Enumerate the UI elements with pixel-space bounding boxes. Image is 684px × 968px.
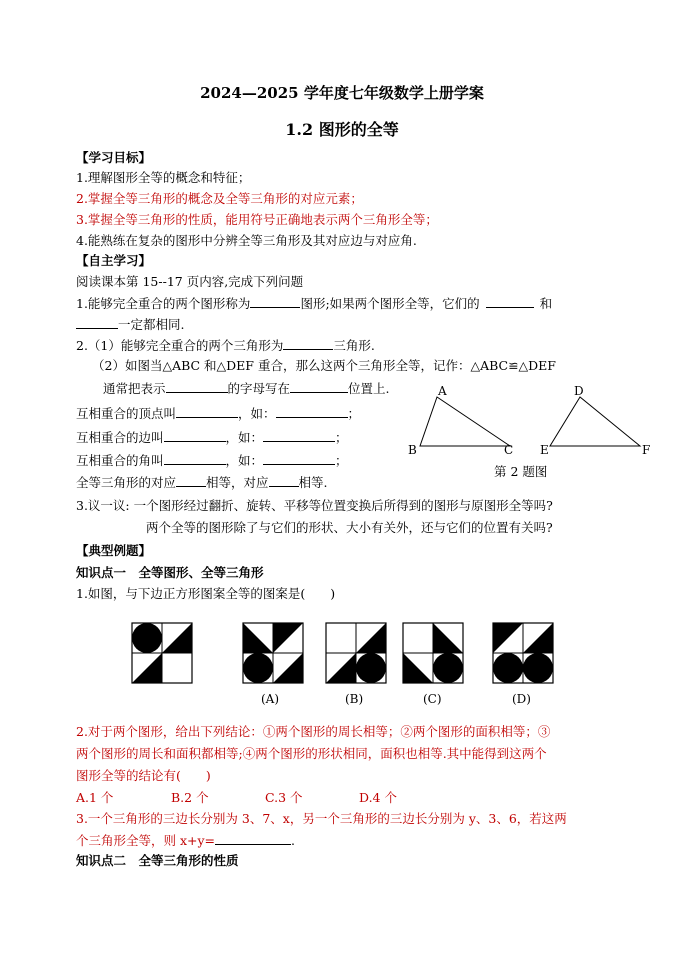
knowledge-point-2: 知识点二 全等三角形的性质 xyxy=(76,853,239,868)
vertex-text-b: ，如： xyxy=(238,406,276,421)
option-a-pattern xyxy=(243,623,303,683)
vertex-label-b: B xyxy=(408,443,417,457)
q2-1-text-b: 三角形. xyxy=(333,338,375,353)
goal-item-1: 1.理解图形全等的概念和特征； xyxy=(76,170,251,185)
prop-text-a: 全等三角形的对应 xyxy=(76,475,177,490)
lesson-title: 1.2 图形的全等 xyxy=(285,120,399,139)
figure-caption: 第 2 题图 xyxy=(494,464,548,479)
example-2-choice-b: B.2 个 xyxy=(171,790,209,805)
vertex-label-c: C xyxy=(504,443,514,457)
q2-3-text-c: 位置上. xyxy=(348,381,390,396)
angle-text-a: 互相重合的角叫 xyxy=(76,453,164,468)
option-b-pattern xyxy=(326,623,386,683)
blank[interactable] xyxy=(215,832,291,845)
goals-heading: 【学习目标】 xyxy=(76,150,152,165)
option-c-label: (C) xyxy=(423,692,442,706)
option-b-label: (B) xyxy=(345,692,364,706)
side-text-b: ，如： xyxy=(225,430,264,445)
question-2-part-2: （2）如图当△ABC 和△DEF 重合，那么这两个三角形全等，记作：△ABC≌△DEF xyxy=(92,358,556,373)
q2-1-text-a: 2.（1）能够完全重合的两个三角形为 xyxy=(76,338,284,353)
example-3-line-2 xyxy=(76,832,295,849)
angle-text-b: ，如： xyxy=(225,453,264,468)
example-3-line-1: 3.一个三角形的三边长分别为 3、7、x，另一个三角形的三边长分别为 y、3、6，若这两 xyxy=(76,811,567,826)
question-3-line-2: 两个全等的图形除了与它们的形状、大小有关外，还与它们的位置有关吗? xyxy=(146,520,553,535)
q1-text-b: 图形;如果两个图形全等，它们的 xyxy=(300,296,480,311)
example-2-choice-d: D.4 个 xyxy=(359,790,397,805)
goal-item-3: 3.掌握全等三角形的性质，能用符号正确地表示两个三角形全等； xyxy=(76,212,438,227)
q2-3-text-b: 的字母写在 xyxy=(227,381,291,396)
ex3-end: . xyxy=(291,833,296,848)
vertex-text-c: ； xyxy=(347,406,361,421)
vertex-label-a: A xyxy=(438,384,447,398)
prop-text-c: 相等. xyxy=(298,475,328,490)
triangle-def xyxy=(550,397,640,446)
worksheet-title: 2024—2025 学年度七年级数学上册学案 xyxy=(200,84,484,102)
option-a-label: (A) xyxy=(261,692,280,706)
angle-text-c: ； xyxy=(335,453,348,468)
q1-text-c: 和 xyxy=(539,296,553,311)
q2-3-text-a: 通常把表示 xyxy=(103,381,166,396)
example-2-line-2: 两个图形的周长和面积都相等;④两个图形的形状相同，面积也相等.其中能得到这两个 xyxy=(76,746,547,761)
goal-item-2: 2.掌握全等三角形的概念及全等三角形的对应元素； xyxy=(76,191,363,206)
option-c-pattern xyxy=(403,623,463,683)
original-square-pattern xyxy=(132,623,192,683)
example-1-question: 1.如图，与下边正方形图案全等的图案是( ) xyxy=(76,586,336,601)
vertex-label-e: E xyxy=(540,443,549,457)
option-d-label: (D) xyxy=(512,692,531,706)
self-study-heading: 【自主学习】 xyxy=(76,253,152,268)
example-2-choice-c: C.3 个 xyxy=(265,790,303,805)
ex3-text: 个三角形全等，则 x+y= xyxy=(76,833,216,848)
example-2-line-1: 2.对于两个图形，给出下列结论：①两个图形的周长相等；②两个图形的面积相等；③ xyxy=(76,724,551,739)
knowledge-point-1: 知识点一 全等图形、全等三角形 xyxy=(76,565,264,580)
prop-text-b: 相等，对应 xyxy=(206,475,269,490)
q1-text-d: 一定都相同. xyxy=(118,317,185,332)
q1-text-a: 1.能够完全重合的两个图形称为 xyxy=(76,296,251,311)
goal-item-4: 4.能熟练在复杂的图形中分辨全等三角形及其对应边与对应角. xyxy=(76,233,417,248)
side-text-a: 互相重合的边叫 xyxy=(76,430,164,445)
option-d-pattern xyxy=(493,623,553,683)
example-2-line-3: 图形全等的结论有( ) xyxy=(76,768,211,783)
triangle-abc xyxy=(420,397,510,446)
example-2-choice-a: A.1 个 xyxy=(76,790,114,805)
side-text-c: ； xyxy=(335,430,348,445)
vertex-text-a: 互相重合的顶点叫 xyxy=(76,406,177,421)
question-3-line-1: 3.议一议: 一个图形经过翻折、旋转、平移等位置变换后所得到的图形与原图形全等吗? xyxy=(76,498,553,513)
reading-instruction: 阅读课本第 15--17 页内容,完成下列问题 xyxy=(76,274,304,289)
examples-heading: 【典型例题】 xyxy=(76,543,152,558)
vertex-label-d: D xyxy=(574,384,584,398)
vertex-label-f: F xyxy=(642,443,651,457)
